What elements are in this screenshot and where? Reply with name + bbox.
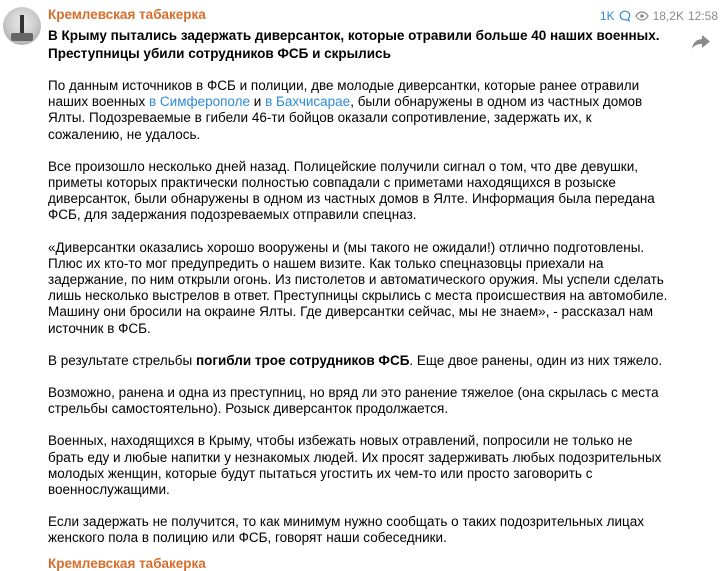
link-simferopol[interactable]: в Симферополе (149, 94, 251, 110)
post-title: В Крыму пытались задержать диверсанток, которые отравили больше 40 наших военных. Преступницы убили сотрудников ФСБ и скрылись (48, 28, 660, 61)
paragraph-4 (48, 353, 670, 369)
share-icon[interactable] (691, 34, 711, 55)
post-time: 12:58 (687, 9, 718, 23)
paragraph-6: Военных, находящихся в Крыму, чтобы избежать новых отравлений, попросили не только не брать еду и любые напитки у незнакомых людей. Их просят задерживать любых подозрительных молодых женщин, которые будут пытаться угостить их чем-то или просто заговорить с военнослужащими. (48, 433, 662, 498)
text: и (250, 94, 266, 110)
link-bakhchisaray[interactable]: в Бахчисарае (265, 94, 351, 110)
paragraph-2: Все произошло несколько дней назад. Полицейские получили сигнал о том, что две девушки, приметы которых практически полностью совпадали с приметами находящихся в розыске диверсанток, были обнаружены в одном из частных домов в Ялте. Информация была передана ФСБ, для задержания подозреваемых отправили спецназ. (48, 158, 655, 223)
text: . Еще двое ранены, один из них тяжело. (409, 352, 663, 368)
paragraph-3: «Диверсантки оказались хорошо вооружены и (мы такого не ожидали!) отлично подготовлены. Плюс их кто-то мог предупредить о нашем визите. Как только спецназовцы приехали на задержание, по ним открыли огонь. Из пистолетов и автоматического оружия. Мы успели сделать лишь несколько выстрелов в ответ. Преступницы скрылись с места происшествия на автомобиле. Машину они бросили на окраине Ялты. Где диверсантки сейчас, мы не знаем», - рассказал нам источник в ФСБ. (48, 239, 668, 336)
message (48, 6, 670, 547)
views-count: 18,2K (652, 9, 684, 23)
reactions-count[interactable]: 1K (599, 9, 615, 23)
channel-name[interactable]: Кремлевская табакерка (48, 7, 206, 22)
paragraph-7: Если задержать не получится, то как минимум нужно сообщать о таких подозрительных лицах женского пола в полицию или ФСБ, говорят наши собеседники. (48, 514, 644, 546)
text: В результате стрельбы (48, 352, 196, 368)
next-post-channel-name[interactable]: Кремлевская табакерка (48, 556, 206, 571)
paragraph-1 (48, 78, 670, 143)
text: , были обнаружены в одном из частных домов Ялты. Подозреваемые в гибели 46-ти бойцов оказали сопротивление, задержать их, к сожалению, не удалось. (48, 94, 643, 142)
text: По данным источников в ФСБ и полиции, две молодые диверсантки, которые ранее отравили наших военных (48, 78, 640, 110)
bold-text: погибли трое сотрудников ФСБ (195, 352, 410, 368)
channel-avatar[interactable] (3, 7, 41, 45)
paragraph-5: Возможно, ранена и одна из преступниц, но вряд ли это ранение тяжелое (она скрылась с места стрельбы самостоятельно). Розыск диверсанток продолжается. (48, 385, 659, 417)
